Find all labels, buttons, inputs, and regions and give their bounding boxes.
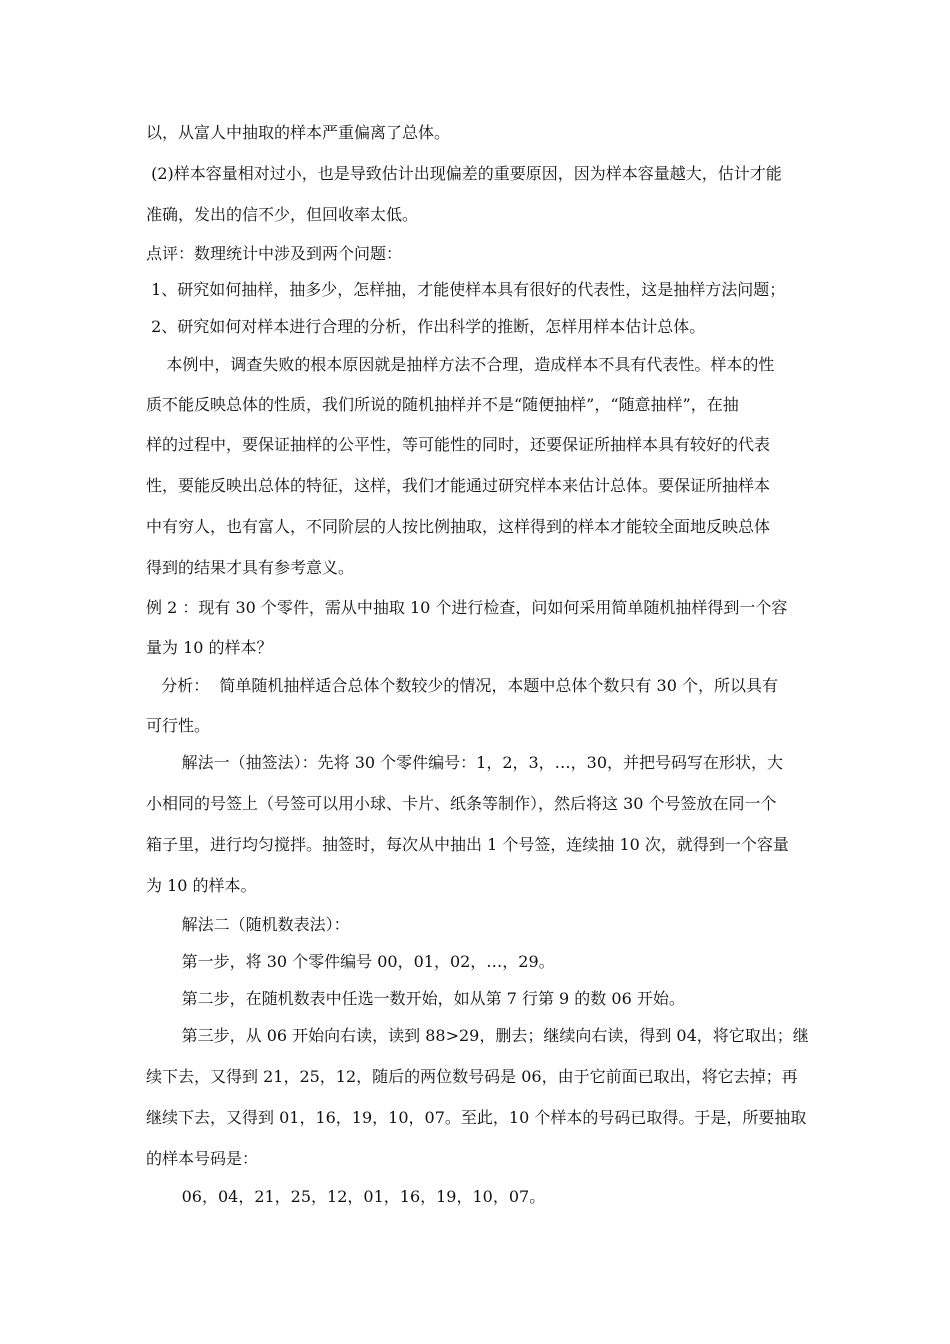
text-line: 的样本号码是： (146, 1149, 259, 1168)
text-line: 小相同的号签上（号签可以用小球、卡片、纸条等制作），然后将这 30 个号签放在同一个 (146, 794, 777, 813)
text-line: 第二步，在随机数表中任选一数开始，如从第 7 行第 9 的数 06 开始。 (146, 989, 685, 1008)
text-line: 可行性。 (146, 716, 211, 735)
text-line: 06，04，21，25，12，01，16，19，10，07。 (146, 1187, 546, 1206)
text-line: 以，从富人中抽取的样本严重偏离了总体。 (146, 123, 451, 142)
text-line: 解法一（抽签法）：先将 30 个零件编号：1，2，3，…，30，并把号码写在形状，大 (146, 753, 784, 772)
text-line: (2)样本容量相对过小，也是导致估计出现偏差的重要原因，因为样本容量越大，估计才能 (146, 164, 782, 183)
text-line: 解法二（随机数表法）： (146, 915, 350, 934)
text-line: 样的过程中，要保证抽样的公平性，等可能性的同时，还要保证所抽样本具有较好的代表 (146, 435, 771, 454)
text-line: 继续下去，又得到 01，16，19，10，07。至此，10 个样本的号码已取得。于是，所要抽取 (146, 1108, 807, 1127)
text-line: 质不能反映总体的性质，我们所说的随机抽样并不是“随便抽样”，“随意抽样”，在抽 (146, 395, 739, 414)
text-line: 2、研究如何对样本进行合理的分析，作出科学的推断，怎样用样本估计总体。 (146, 317, 706, 336)
text-line: 性，要能反映出总体的特征，这样，我们才能通过研究样本来估计总体。要保证所抽样本 (146, 476, 771, 495)
text-line: 量为 10 的样本？ (146, 638, 273, 657)
text-line: 1、研究如何抽样，抽多少，怎样抽，才能使样本具有很好的代表性，这是抽样方法问题； (146, 280, 786, 299)
text-line: 续下去，又得到 21，25，12，随后的两位数号码是 06，由于它前面已取出，将它去掉；再 (146, 1067, 798, 1086)
text-line: 本例中，调查失败的根本原因就是抽样方法不合理，造成样本不具有代表性。样本的性 (146, 355, 775, 374)
text-line: 为 10 的样本。 (146, 876, 257, 895)
text-line: 点评：数理统计中涉及到两个问题： (146, 244, 403, 263)
text-line: 中有穷人，也有富人，不同阶层的人按比例抽取，这样得到的样本才能较全面地反映总体 (146, 517, 771, 536)
text-line: 第一步，将 30 个零件编号 00，01，02，…，29。 (146, 952, 555, 971)
text-line: 第三步，从 06 开始向右读，读到 88>29，删去；继续向右读，得到 04，将它取出；继 (146, 1026, 809, 1045)
text-line: 准确，发出的信不少，但回收率太低。 (146, 205, 419, 224)
text-line: 分析： 简单随机抽样适合总体个数较少的情况，本题中总体个数只有 30 个，所以具有 (146, 676, 778, 695)
text-line: 箱子里，进行均匀搅拌。抽签时，每次从中抽出 1 个号签，连续抽 10 次，就得到一个容量 (146, 835, 789, 854)
text-line: 得到的结果才具有参考意义。 (146, 558, 355, 577)
text-line: 例 2 ：现有 30 个零件，需从中抽取 10 个进行检查，问如何采用简单随机抽样得到一个容 (146, 598, 788, 617)
